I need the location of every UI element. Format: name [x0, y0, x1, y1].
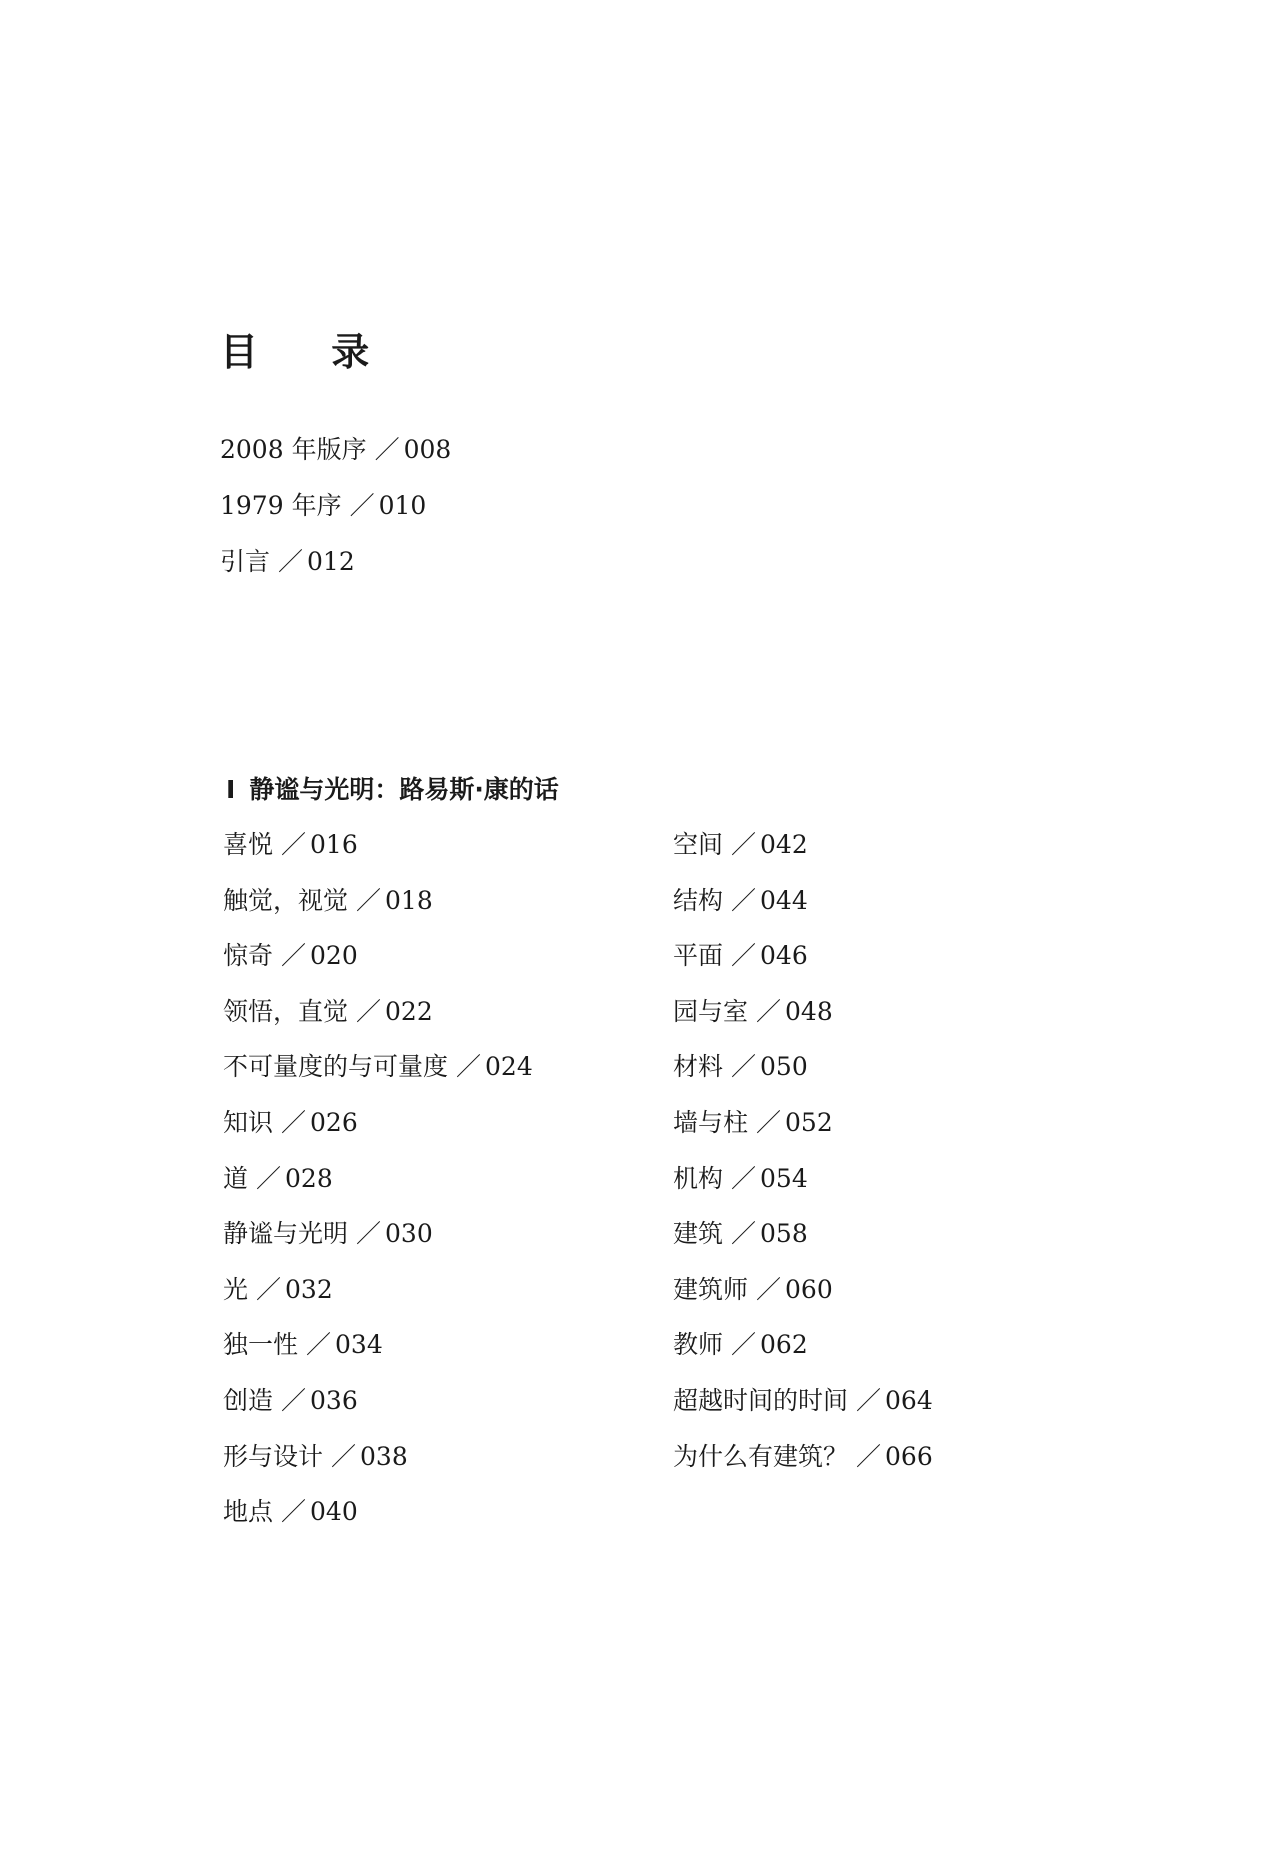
- entry-title: 结构: [673, 885, 724, 915]
- entry-title: 道: [223, 1163, 249, 1193]
- entry-title: 光: [223, 1274, 249, 1304]
- separator: ／: [756, 996, 782, 1026]
- page-number: 036: [310, 1386, 358, 1415]
- toc-entry[interactable]: [223, 1161, 333, 1197]
- page-title: 目 录: [220, 330, 400, 374]
- separator: ／: [731, 941, 757, 971]
- page-number: 010: [378, 491, 427, 520]
- entry-title: 领悟，直觉: [223, 996, 349, 1026]
- toc-entry[interactable]: [673, 994, 833, 1030]
- entry-title: 墙与柱: [673, 1108, 749, 1137]
- toc-entry[interactable]: [673, 883, 808, 919]
- toc-entry[interactable]: [220, 432, 451, 468]
- toc-entry[interactable]: [220, 488, 426, 524]
- page-number: 018: [385, 885, 433, 915]
- toc-entry[interactable]: [223, 1439, 408, 1475]
- separator: ／: [256, 1163, 282, 1193]
- entry-title: 创造: [223, 1386, 274, 1415]
- separator: ／: [281, 830, 307, 859]
- separator: ／: [281, 941, 307, 971]
- toc-entry[interactable]: [223, 1216, 433, 1252]
- toc-entry[interactable]: [223, 1494, 358, 1530]
- separator: ／: [731, 885, 757, 915]
- entry-title: 引言: [220, 547, 271, 576]
- toc-entry[interactable]: [223, 938, 358, 974]
- toc-entry[interactable]: [673, 1049, 808, 1085]
- page-number: 044: [760, 885, 808, 915]
- page-number: 064: [885, 1386, 933, 1415]
- entry-title: 材料: [673, 1052, 724, 1082]
- page-number: 028: [285, 1163, 333, 1193]
- toc-entry[interactable]: [223, 1383, 358, 1419]
- separator: ／: [356, 1219, 382, 1249]
- page-number: 016: [310, 830, 358, 859]
- page-number: 020: [310, 941, 358, 971]
- toc-entry[interactable]: [220, 544, 355, 580]
- separator: ／: [856, 1386, 882, 1415]
- part-title: 静谧与光明：路易斯·康的话: [249, 775, 559, 804]
- toc-entry[interactable]: [673, 1216, 808, 1252]
- page-number: 030: [385, 1219, 433, 1249]
- page-number: 024: [485, 1052, 533, 1082]
- separator: ／: [306, 1330, 332, 1360]
- toc-entry[interactable]: [673, 827, 808, 863]
- entry-title: 喜悦: [223, 830, 274, 859]
- toc-entry[interactable]: [673, 1272, 833, 1308]
- separator: ／: [356, 996, 382, 1026]
- entry-title: 超越时间的时间: [673, 1386, 849, 1415]
- page-number: 012: [307, 547, 355, 576]
- part-heading: [226, 772, 559, 808]
- toc-entry[interactable]: [673, 1327, 808, 1363]
- page-number: 048: [785, 996, 833, 1026]
- separator: ／: [256, 1274, 282, 1304]
- separator: ／: [731, 830, 757, 859]
- separator: ／: [356, 885, 382, 915]
- toc-entry[interactable]: [673, 938, 808, 974]
- entry-title: 平面: [673, 941, 724, 971]
- entry-title: 独一性: [223, 1330, 299, 1360]
- toc-entry[interactable]: [673, 1105, 833, 1141]
- separator: ／: [856, 1441, 882, 1471]
- entry-title: 2008 年版序: [220, 435, 367, 464]
- page-number: 054: [760, 1163, 808, 1193]
- separator: ／: [331, 1441, 357, 1471]
- page-number: 022: [385, 996, 433, 1026]
- entry-title: 触觉，视觉: [223, 885, 349, 915]
- entry-title: 教师: [673, 1330, 724, 1360]
- page-number: 052: [785, 1108, 833, 1137]
- entry-title: 为什么有建筑？: [673, 1441, 849, 1471]
- page-number: 026: [310, 1108, 358, 1137]
- page-number: 060: [785, 1274, 833, 1304]
- entry-title: 知识: [223, 1108, 274, 1137]
- toc-entry[interactable]: [223, 1105, 358, 1141]
- part-number: I: [226, 775, 236, 804]
- entry-title: 1979 年序: [220, 491, 342, 520]
- page-number: 040: [310, 1497, 358, 1527]
- separator: ／: [281, 1108, 307, 1137]
- separator: ／: [756, 1108, 782, 1137]
- page-number: 034: [335, 1330, 383, 1360]
- toc-entry[interactable]: [673, 1383, 933, 1419]
- separator: ／: [281, 1497, 307, 1527]
- toc-entry[interactable]: [223, 1327, 383, 1363]
- entry-title: 建筑: [673, 1219, 724, 1249]
- entry-title: 静谧与光明: [223, 1219, 349, 1249]
- separator: ／: [731, 1163, 757, 1193]
- entry-title: 不可量度的与可量度: [223, 1052, 449, 1082]
- toc-entry[interactable]: [223, 1272, 333, 1308]
- entry-title: 机构: [673, 1163, 724, 1193]
- page-number: 046: [760, 941, 808, 971]
- entry-title: 园与室: [673, 996, 749, 1026]
- entry-title: 惊奇: [223, 941, 274, 971]
- page-number: 050: [760, 1052, 808, 1082]
- separator: ／: [281, 1386, 307, 1415]
- toc-entry[interactable]: [223, 827, 358, 863]
- separator: ／: [731, 1052, 757, 1082]
- separator: ／: [349, 491, 375, 520]
- page-number: 032: [285, 1274, 333, 1304]
- separator: ／: [374, 435, 400, 464]
- page-number: 008: [403, 435, 452, 464]
- entry-title: 空间: [673, 830, 724, 859]
- page-number: 038: [360, 1441, 408, 1471]
- toc-entry[interactable]: [223, 1049, 533, 1085]
- page-number: 062: [760, 1330, 808, 1360]
- separator: ／: [756, 1274, 782, 1304]
- separator: ／: [456, 1052, 482, 1082]
- separator: ／: [731, 1330, 757, 1360]
- separator: ／: [278, 547, 304, 576]
- toc-entry[interactable]: [673, 1161, 808, 1197]
- entry-title: 形与设计: [223, 1441, 324, 1471]
- page-number: 058: [760, 1219, 808, 1249]
- separator: ／: [731, 1219, 757, 1249]
- toc-entry[interactable]: [673, 1439, 933, 1475]
- toc-entry[interactable]: [223, 883, 433, 919]
- page-number: 066: [885, 1441, 933, 1471]
- page-number: 042: [760, 830, 808, 859]
- entry-title: 地点: [223, 1497, 274, 1527]
- entry-title: 建筑师: [673, 1274, 749, 1304]
- toc-entry[interactable]: [223, 994, 433, 1030]
